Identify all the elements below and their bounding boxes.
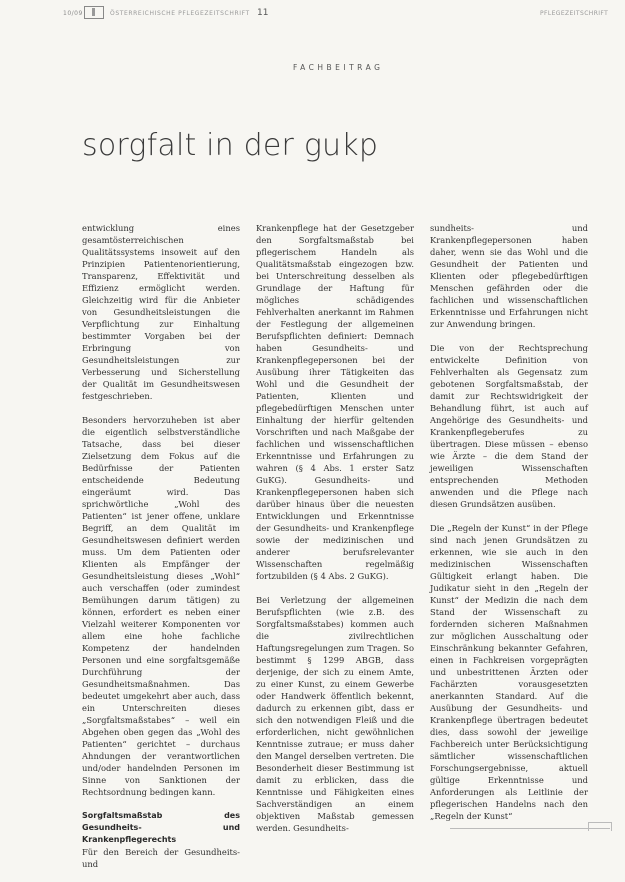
- text-column-1: [82, 222, 240, 882]
- paragraph: Die von der Rechtsprechung entwickelte Definition von Fehlverhalten als Gegensatz zum gebotenen Sorgfaltsmaßstab, der damit zur Rechtswidrigkeit der Behandlung führt, ist auch auf Angehörige des Gesundheits- und Krankenpflegeberufes zu übertragen. Diese müssen – ebenso wie Ärzte – die dem Stand der jeweiligen Wissenschaften entsprechenden Methoden anwenden und die Pflege nach diesen Grundsätzen ausüben.: [430, 343, 588, 509]
- paragraph: Besonders hervorzuheben ist aber die eigentlich selbstverständliche Tatsache, dass bei dieser Zielsetzung dem Fokus auf die Bedürfnisse der Patienten entscheidende Bedeutung eingeräumt wird. Das sprichwörtliche „Wohl des Patienten“ ist jener offene, unklare Begriff, an dem Qualität im Gesundheitswesen definiert werden muss. Um dem Patienten oder Klienten als Empfänger der Gesundheitsleistung dieses „Wohl“ auch verschaffen (oder zumindest Bemühungen darum tätigen) zu können, erfordert es neben einer Vielzahl weiterer Komponenten vor allem eine hohe fachliche Kompetenz der handelnden Personen und eine sorgfaltsgemäße Durchführung der Gesundheitsmaßnahmen. Das bedeutet umgekehrt aber auch, dass ein Unterschreiten dieses „Sorgfaltsmaßstabes“ – weil ein Abgehen oben gegen das „Wohl des Patienten“ gerichtet – durchaus Ahndungen der verantwortlichen und/oder handelnden Personen im Sinne von Sanktionen der Rechtsordnung bedingen kann.: [82, 415, 240, 797]
- header-issue: 10/09: [63, 10, 83, 17]
- section-kicker: FACHBEITRAG: [293, 63, 384, 72]
- paragraph: entwicklung eines gesamtösterreichischen Qualitätssystems insoweit auf den Prinzipien Patientenorientierung, Transparenz, Effektivität und Effizienz ermöglicht werden. Gleichzeitig wird für die Anbieter von Gesundheitsleistungen die Verpflichtung zur Einhaltung bestimmter Vorgaben bei der Erbringung von Gesundheitsleistungen zur Verbesserung und Sicherstellung der Qualität im Gesundheitswesen festgeschrieben.: [82, 223, 240, 401]
- text-column-2: [256, 222, 414, 846]
- paragraph: Die „Regeln der Kunst“ in der Pflege sind nach jenen Grundsätzen zu erkennen, wie sie auch in den medizinischen Wissenschaften Gültigkeit erlangt haben. Die Judikatur sieht in den „Regeln der Kunst“ der Medizin die nach dem Stand der Wissenschaft zu fordernden sicheren Maßnahmen zur möglichen Ausschaltung oder Einschränkung bekannter Gefahren, einen in Fachkreisen vorgeprägten und unbestrittenen Ärzten oder Fachärzten vorausgesetzten anerkannten Standard. Auf die Ausübung der Gesundheits- und Krankenpflege übertragen bedeutet dies, dass sowohl der jeweilige Fachbereich unter Berücksichtigung sämtlicher wissenschaftlichen Forschungsergebnisse, aktuell gültige Erkenntnisse und Anforderungen als Leitlinie der pflegerischen Handelns nach den „Regeln der Kunst“: [430, 523, 588, 821]
- paragraph: Bei Verletzung der allgemeinen Berufspflichten (wie z.B. des Sorgfaltsmaßstabes) kommen auch die zivilrechtlichen Haftungsregelungen zum Tragen. So bestimmt § 1299 ABGB, dass derjenige, der sich zu einem Amte, zu einer Kunst, zu einem Gewerbe oder Handwerk öffentlich bekennt, dadurch zu erkennen gibt, dass er sich den notwendigen Fleiß und die erforderlichen, nicht gewöhnlichen Kenntnisse zutraue; er muss daher den Mangel derselben vertreten. Die Besonderheit dieser Bestimmung ist damit zu erblicken, dass die Kenntnisse und Fähigkeiten eines Sachverständigen an einem objektiven Maßstab gemessen werden. Gesundheits-: [256, 595, 414, 833]
- page-header: [0, 0, 625, 40]
- journal-logo-icon: [84, 6, 104, 19]
- header-right: PFLEGEZEITSCHRIFT: [540, 10, 609, 17]
- header-brand: ÖSTERREICHISCHE PFLEGEZEITSCHRIFT: [110, 10, 250, 17]
- footer-rule: [450, 828, 610, 829]
- section-heading: Sorgfaltsmaßstab des Gesundheits- und Krankenpflegerechts: [82, 811, 240, 844]
- page-number: 11: [257, 8, 269, 18]
- text-column-3: [430, 222, 588, 834]
- paragraph: Für den Bereich der Gesundheits- und: [82, 847, 240, 869]
- paragraph: sundheits- und Krankenpflegepersonen haben daher, wenn sie das Wohl und die Gesundheit der Patienten und Klienten oder pflegebedürftigen Menschen gefährden oder die fachlichen und wissenschaftlichen Erkenntnisse und Erfahrungen nicht zur Anwendung bringen.: [430, 223, 588, 329]
- paragraph: Krankenpflege hat der Gesetzgeber den Sorgfaltsmaßstab bei pflegerischem Handeln als Qualitätsmaßstab eingezogen bzw. bei Unterschreitung desselben als Grundlage der Haftung für mögliches schädigendes Fehlverhalten anerkannt im Rahmen der Festlegung der allgemeinen Berufspflichten definiert: Demnach haben Gesundheits- und Krankenpflegepersonen bei der Ausübung ihrer Tätigkeiten das Wohl und die Gesundheit der Patienten, Klienten und pflegebedürftigen Menschen unter Einhaltung der hierfür geltenden Vorschriften und nach Maßgabe der fachlichen und wissenschaftlichen Erkenntnisse und Erfahrungen zu wahren (§ 4 Abs. 1 erster Satz GuKG). Gesundheits- und Krankenpflegepersonen haben sich darüber hinaus über die neuesten Entwicklungen und Erkenntnisse der Gesundheits- und Krankenpflege sowie der medizinischen und anderer berufsrelevanter Wissenschaften regelmäßig fortzubilden (§ 4 Abs. 2 GuKG).: [256, 223, 414, 581]
- footer-mark: [588, 822, 612, 831]
- article-title: sorgfalt in der gukp: [82, 128, 379, 163]
